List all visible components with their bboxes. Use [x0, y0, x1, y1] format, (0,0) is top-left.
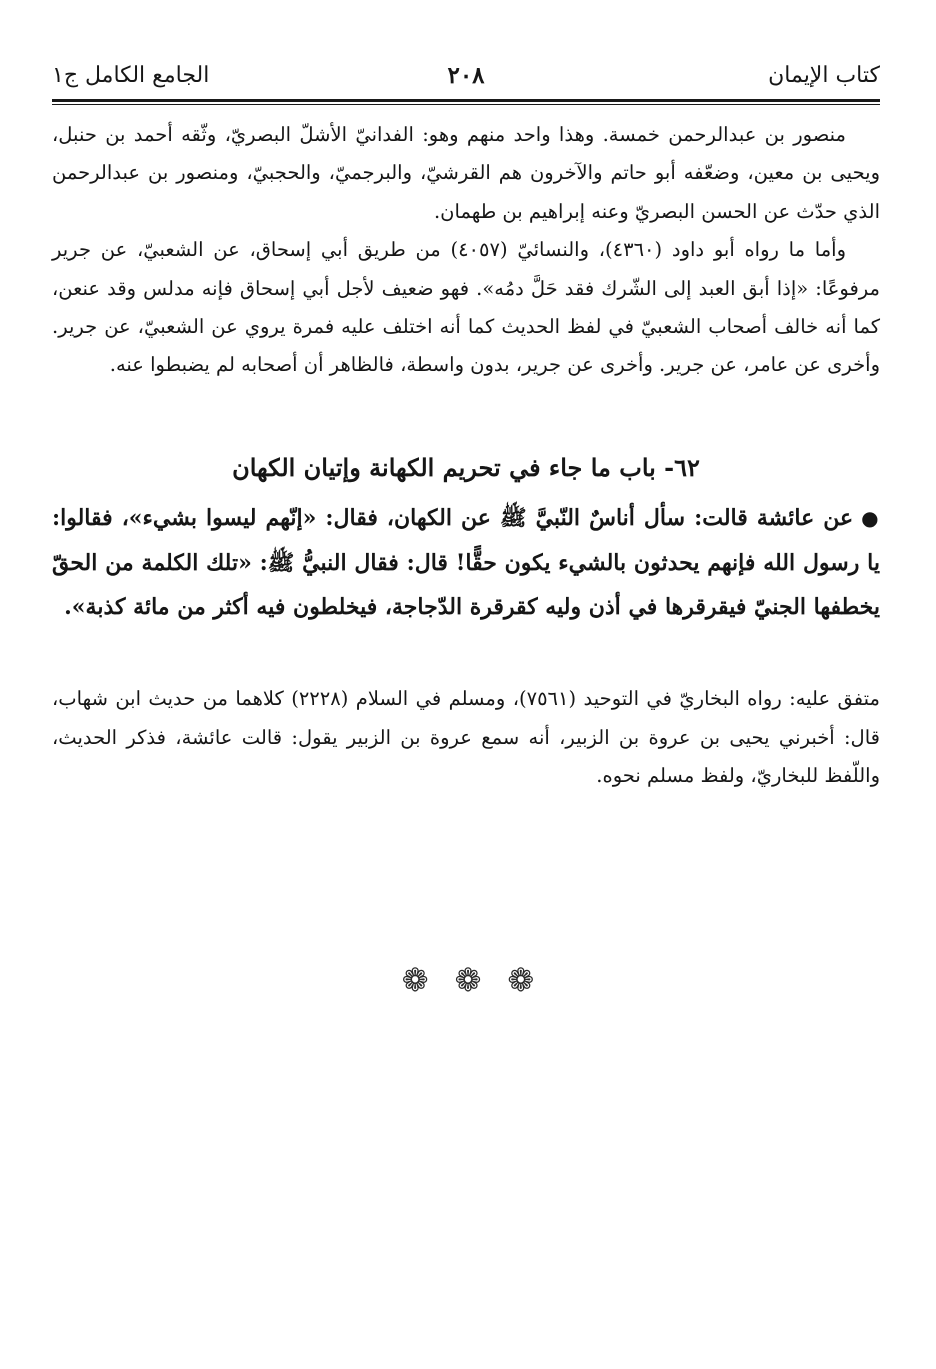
- flower-ornament-icon: ❁: [454, 961, 482, 999]
- bullet-icon: ●: [861, 506, 880, 530]
- hadith-block: [52, 496, 880, 630]
- takhrij-block: [52, 680, 880, 796]
- commentary-paragraph-1: منصور بن عبدالرحمن خمسة. وهذا واحد منهم وهو: الفدانيّ الأشلّ البصريّ، وثّقه أحمد بن حنبل، ويحيى بن معين، وضعّفه أبو حاتم والآخرون هم القرشيّ، والبرجميّ، والحجبيّ، ومنصور بن عبدالرحمن الذي حدّث عن الحسن البصريّ وعنه إبراهيم بن طهمان.: [52, 123, 880, 223]
- flower-ornament-icon: ❁: [401, 961, 429, 999]
- running-header: [52, 58, 880, 94]
- flower-ornament-icon: ❁: [507, 961, 535, 999]
- hadith-text: عن عائشة قالت: سأل أناسٌ النّبيَّ ﷺ عن الكهان، فقال: «إنّهم ليسوا بشيء»، فقالوا: يا رسول الله فإنهم يحدثون بالشيء يكون حقًّا! قال: فقال النبيُّ ﷺ: «تلك الكلمة من الحقّ يخطفها الجنيّ فيقرقرها في أذن وليه كقرقرة الدّجاجة، فيخلطون فيه أكثر من مائة كذبة».: [52, 505, 881, 620]
- header-rule-thin: [52, 104, 880, 105]
- book-title: كتاب الإيمان: [768, 63, 880, 88]
- volume-title: الجامع الكامل ج١: [52, 63, 210, 88]
- page-number: ٢٠٨: [447, 62, 485, 89]
- previous-commentary: [52, 116, 880, 385]
- takhrij-text: متفق عليه: رواه البخاريّ في التوحيد (٧٥٦١)، ومسلم في السلام (٢٢٢٨) كلاهما من حديث ابن شهاب، قال: أخبرني يحيى بن عروة بن الزبير، أنه سمع عروة بن الزبير يقول: قالت عائشة، فذكر الحديث، واللّفظ للبخاريّ، ولفظ مسلم نحوه.: [52, 687, 880, 787]
- header-rule-thick: [52, 99, 880, 102]
- commentary-paragraph-2: وأما ما رواه أبو داود (٤٣٦٠)، والنسائيّ (٤٠٥٧) من طريق أبي إسحاق، عن الشعبيّ، عن جرير مرفوعًا: «إذا أبق العبد إلى الشّرك فقد حَلَّ دمُه». فهو ضعيف لأجل أبي إسحاق فإنه مدلس وقد عنعن، كما أنه خالف أصحاب الشعبيّ في لفظ الحديث كما أنه اختلف عليه فمرة يروي عن الشعبيّ، عن جرير. وأخرى عن عامر، عن جرير. وأخرى عن جرير، بدون واسطة، فالظاهر أن أصحابه لم يضبطوا عنه.: [52, 238, 880, 377]
- chapter-heading: ٦٢- باب ما جاء في تحريم الكهانة وإتيان الكهان: [232, 453, 700, 482]
- section-end-ornaments: [0, 958, 936, 1002]
